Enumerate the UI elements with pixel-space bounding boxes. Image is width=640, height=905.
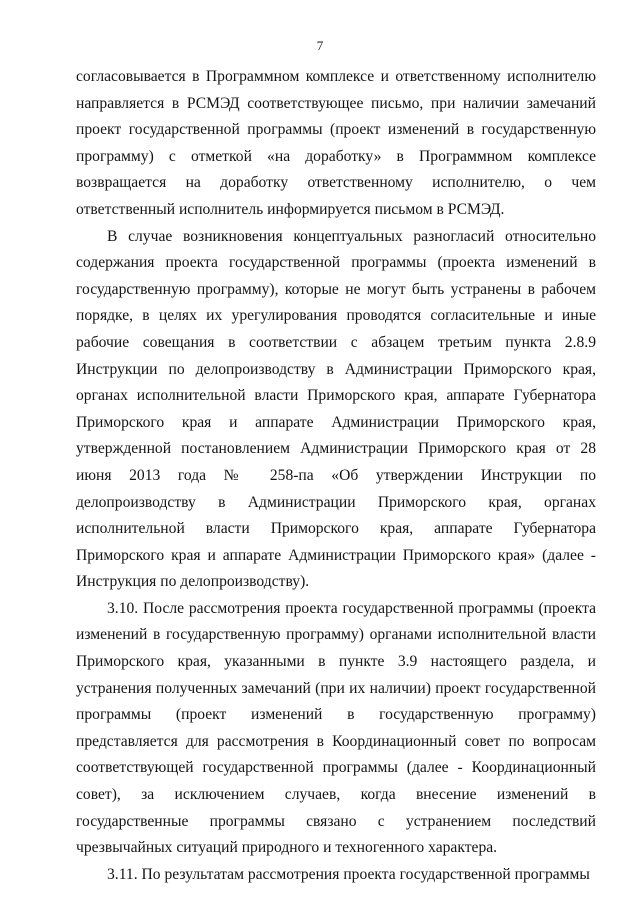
paragraph-3-10: 3.10. После рассмотрения проекта государственной программы (проекта изменений в государственную программу) органами исполнительной власти Приморского края, указанными в пункте 3.9 настоящего раздела, и устранения полученных замечаний (при их наличии) проект государственной программы (проект изменений в государственную программу) представляется для рассмотрения в Координационный совет по вопросам соответствующей государственной программы (далее - Координационный совет), за исключением случаев, когда внесение изменений в государственные программы связано с устранением последствий чрезвычайных ситуаций природного и техногенного характера. (76, 599, 596, 857)
paragraph-continuation: согласовывается в Программном комплексе и ответственному исполнителю направляется в РСМЭД соответствующее письмо, при наличии замечаний проект государственной программы (проект изменений в государственную программу) с отметкой «на доработку» в Программном комплексе возвращается на доработку ответственному исполнителю, о чем ответственный исполнитель информируется письмом в РСМЭД. (76, 68, 596, 218)
paragraph-conceptual-disagreements: В случае возникновения концептуальных разногласий относительно содержания проекта государственной программы (проекта изменений в государственную программу), которые не могут быть устранены в рабочем порядке, в целях их урегулирования проводятся согласительные и иные рабочие совещания в соответствии с абзацем третьим пункта 2.8.9 Инструкции по делопроизводству в Администрации Приморского края, органах исполнительной власти Приморского края, аппарате Губернатора Приморского края и аппарате Администрации Приморского края, утвержденной постановлением Администрации Приморского края от 28 июня 2013 года № 258-па «Об утверждении Инструкции по делопроизводству в Администрации Приморского края, органах исполнительной власти Приморского края, аппарате Губернатора Приморского края и аппарате Администрации Приморского края» (далее - Инструкция по делопроизводству). (76, 227, 596, 591)
document-body (76, 64, 596, 888)
page-number: 7 (316, 38, 324, 53)
paragraph-3-11: 3.11. По результатам рассмотрения проекта государственной программы (107, 865, 590, 883)
